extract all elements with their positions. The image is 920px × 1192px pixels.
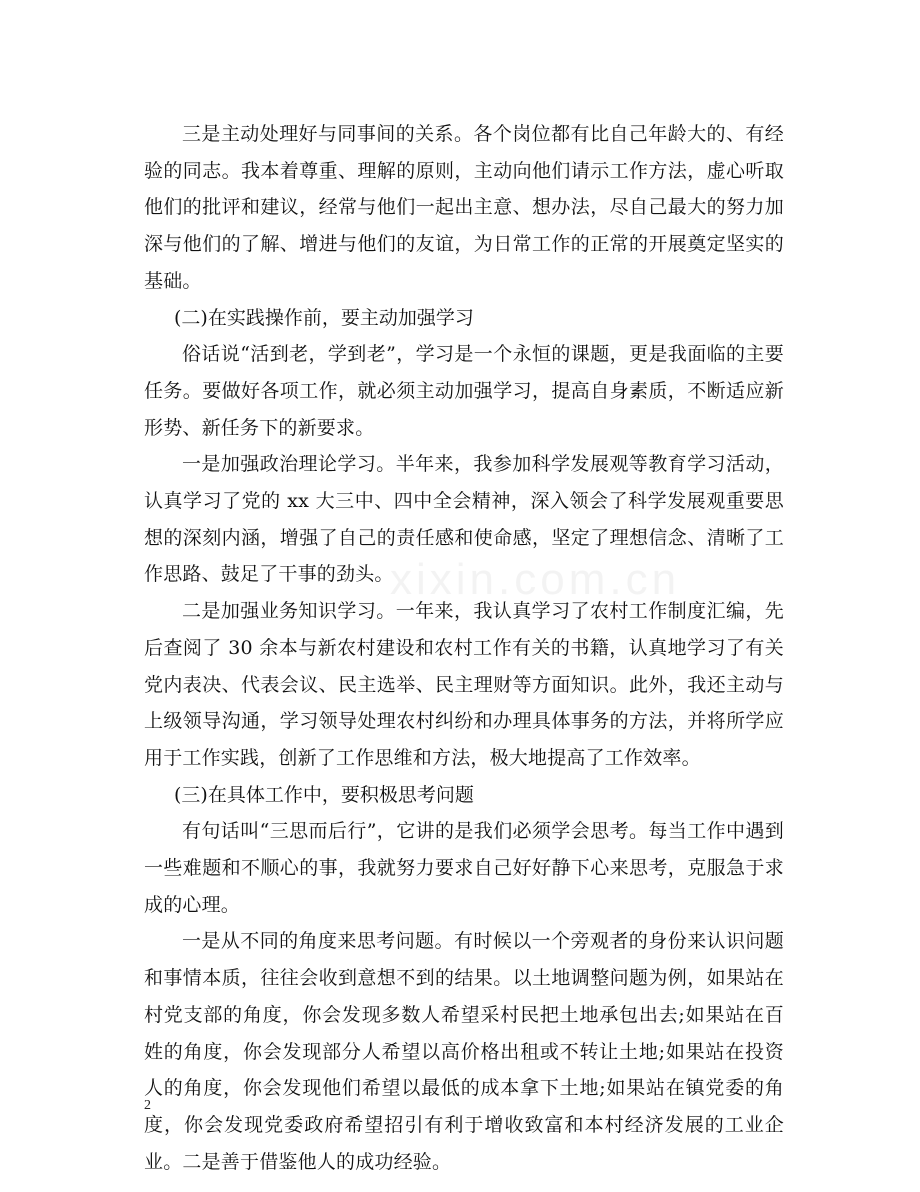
paragraph: 三是主动处理好与同事间的关系。各个岗位都有比自己年龄大的、有经验的同志。我本着尊重、理解的原则，主动向他们请示工作方法，虚心听取他们的批评和建议，经常与他们一起出主意、想办法，尽自己最大的努力加深与他们的了解、增进与他们的友谊，为日常工作的正常的开展奠定坚实的基础。 [144,123,784,292]
page-number: 2 [144,1098,151,1113]
paragraph: 二是加强业务知识学习。一年来，我认真学习了农村工作制度汇编，先后查阅了 30 余本与新农村建设和农村工作有关的书籍，认真地学习了有关党内表决、代表会议、民主选举、民主理财等方面知识。此外，我还主动与上级领导沟通，学习领导处理农村纠纷和办理具体事务的方法，并将所学应用于工作实践，创新了工作思维和方法，极大地提高了工作效率。 [144,600,784,769]
paragraph: 一是加强政治理论学习。半年来，我参加科学发展观等教育学习活动，认真学习了党的 xx 大三中、四中全会精神，深入领会了科学发展观重要思想的深刻内涵，增强了自己的责任感和使命感，坚定了理想信念、清晰了工作思路、鼓足了干事的劲头。 [144,453,784,586]
section-heading: (三)在具体工作中，要积极思考问题 [174,783,474,806]
document-body [144,116,784,1180]
paragraph: 俗话说“活到老，学到老”，学习是一个永恒的课题，更是我面临的主要任务。要做好各项工作，就必须主动加强学习，提高自身素质，不断适应新形势、新任务下的新要求。 [144,343,784,439]
watermark: xixin.com.cn [390,555,681,604]
section-heading: (二)在实践操作前，要主动加强学习 [174,306,474,329]
paragraph: 有句话叫“三思而后行”，它讲的是我们必须学会思考。每当工作中遇到一些难题和不顺心的事，我就努力要求自己好好静下心来思考，克服急于求成的心理。 [144,820,784,916]
paragraph: 一是从不同的角度来思考问题。有时候以一个旁观者的身份来认识问题和事情本质，往往会收到意想不到的结果。以土地调整问题为例，如果站在村党支部的角度，你会发现多数人希望采村民把土地承包出去;如果站在百姓的角度，你会发现部分人希望以高价格出租或不转让土地;如果站在投资人的角度，你会发现他们希望以最低的成本拿下土地;如果站在镇党委的角度，你会发现党委政府希望招引有利于增收致富和本村经济发展的工业企业。二是善于借鉴他人的成功经验。 [144,930,784,1173]
